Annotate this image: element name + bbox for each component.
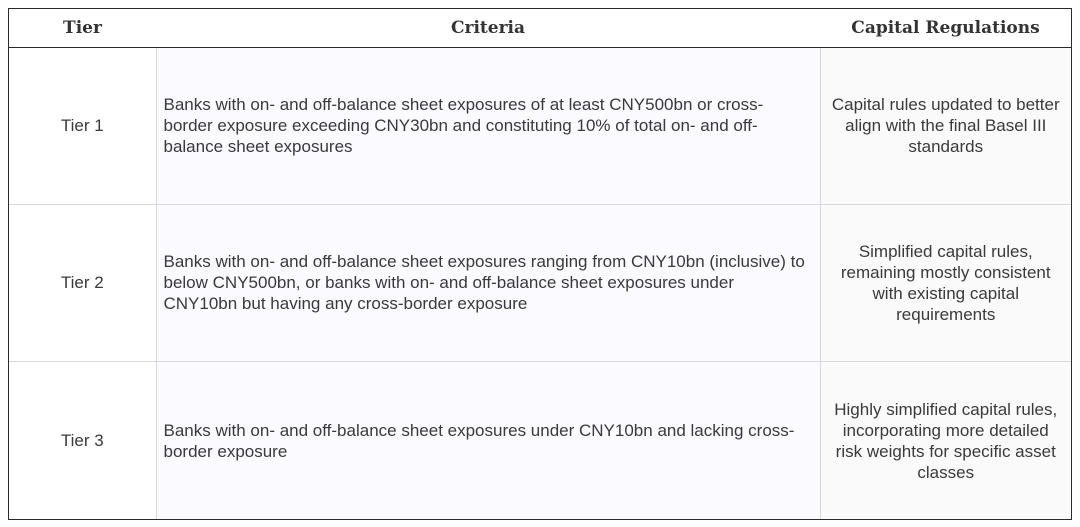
table-row bbox=[9, 204, 1071, 361]
tier-cell: Tier 3 bbox=[9, 362, 156, 519]
criteria-cell: Banks with on- and off-balance sheet exposures of at least CNY500bn or cross-border exposure exceeding CNY30bn and constituting 10% of total on- and off-balance sheet exposures bbox=[156, 47, 820, 204]
capital-cell: Simplified capital rules, remaining mostly consistent with existing capital requirements bbox=[820, 204, 1071, 361]
header-row bbox=[9, 9, 1071, 47]
tier-cell: Tier 1 bbox=[9, 47, 156, 204]
header-tier: Tier bbox=[9, 9, 156, 47]
criteria-cell: Banks with on- and off-balance sheet exposures under CNY10bn and lacking cross-border exposure bbox=[156, 362, 820, 519]
table-row bbox=[9, 362, 1071, 519]
table-row bbox=[9, 47, 1071, 204]
capital-tier-table bbox=[9, 9, 1071, 519]
criteria-cell: Banks with on- and off-balance sheet exposures ranging from CNY10bn (inclusive) to below CNY500bn, or banks with on- and off-balance sheet exposures under CNY10bn but having any cross-border exposure bbox=[156, 204, 820, 361]
capital-cell: Highly simplified capital rules, incorporating more detailed risk weights for specific asset classes bbox=[820, 362, 1071, 519]
header-criteria: Criteria bbox=[156, 9, 820, 47]
capital-cell: Capital rules updated to better align with the final Basel III standards bbox=[820, 47, 1071, 204]
tier-table bbox=[8, 8, 1072, 520]
tier-cell: Tier 2 bbox=[9, 204, 156, 361]
header-capital-regulations: Capital Regulations bbox=[820, 9, 1071, 47]
